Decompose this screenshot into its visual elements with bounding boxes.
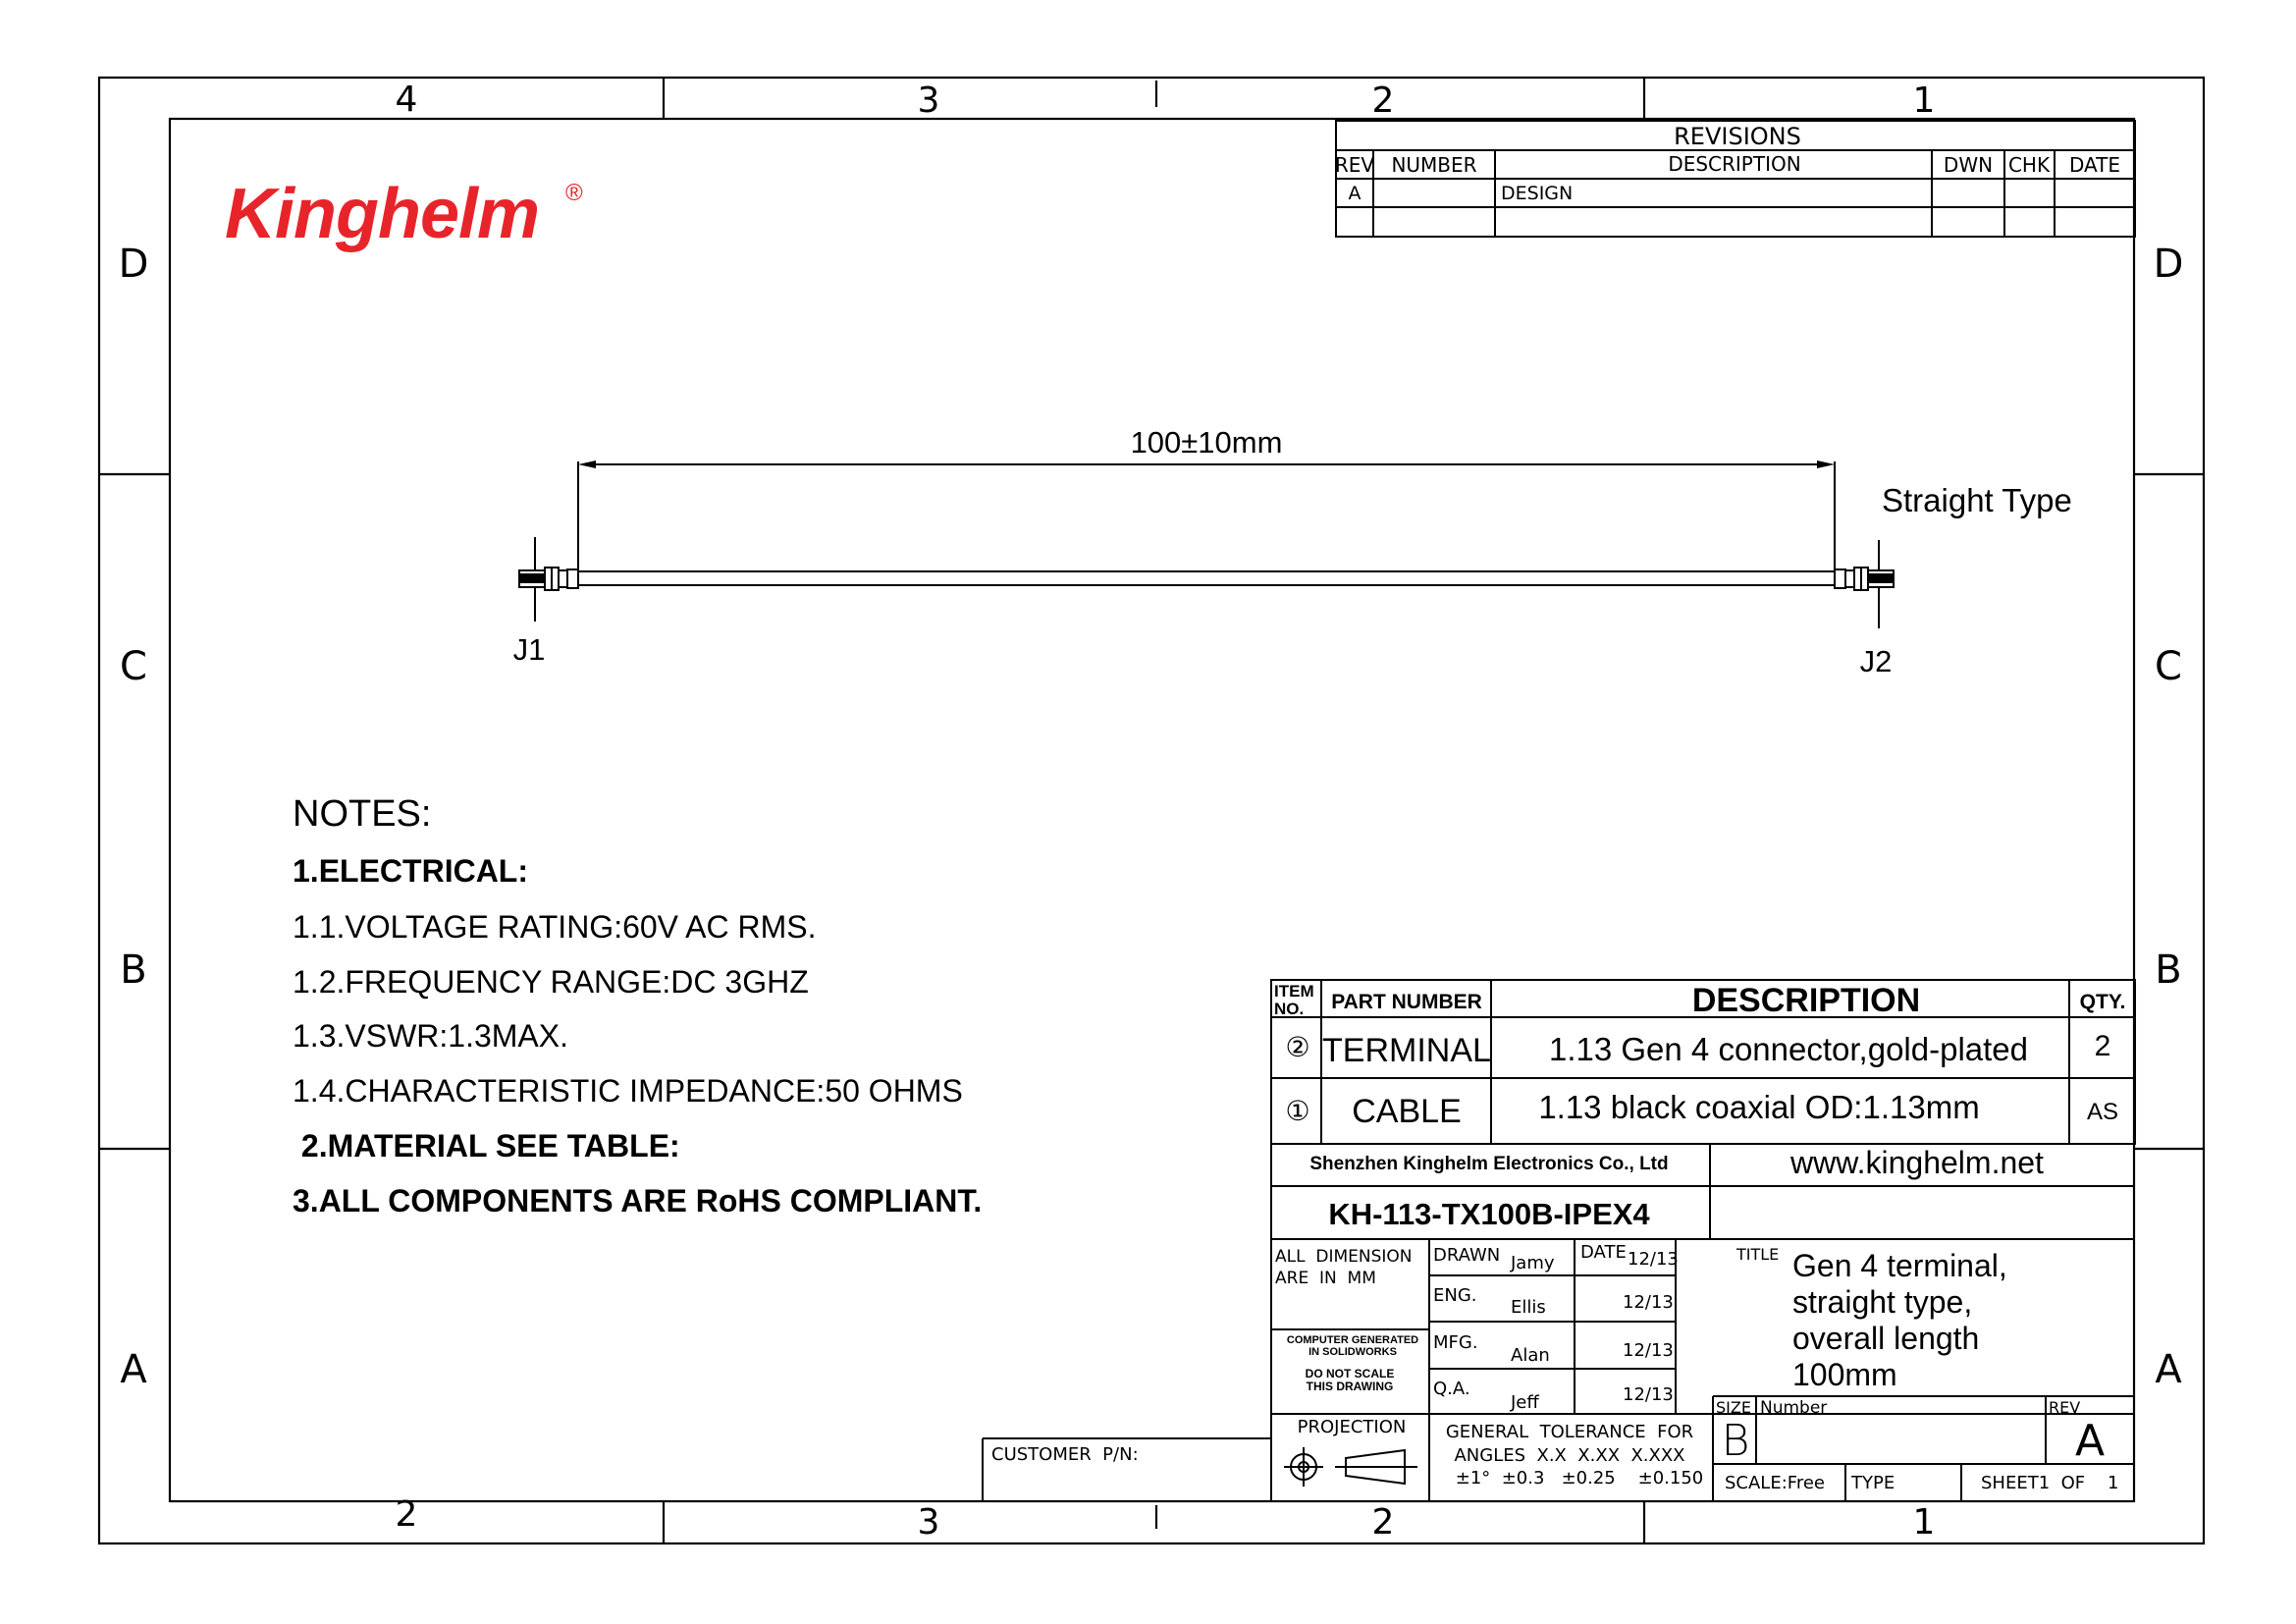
j1-connector (519, 568, 578, 590)
bom-item-number: ② (1285, 1031, 1310, 1063)
signoff-role: Q.A. (1433, 1379, 1470, 1399)
title-label: TITLE (1736, 1245, 1780, 1264)
zone-row-left-a: A (120, 1347, 147, 1392)
bom-item-number: ① (1285, 1095, 1310, 1127)
note-line: 1.1.VOLTAGE RATING:60V AC RMS. (293, 909, 817, 945)
note-line: 1.2.FREQUENCY RANGE:DC 3GHZ (293, 964, 809, 1000)
signoff-name: Jeff (1511, 1392, 1539, 1413)
size-label: SIZE (1716, 1398, 1751, 1417)
revisions-title: REVISIONS (1674, 123, 1801, 150)
computer-generated-note: COMPUTER GENERATED (1286, 1334, 1419, 1346)
bom-description: 1.13 Gen 4 connector,gold-plated (1548, 1031, 2029, 1067)
rev-header-description: DESCRIPTION (1668, 152, 1801, 176)
dimension-note: ARE IN MM (1275, 1269, 1376, 1288)
j1-label: J1 (512, 632, 546, 667)
company-name: Shenzhen Kinghelm Electronics Co., Ltd (1309, 1154, 1669, 1174)
rev-header-chk: CHK (2007, 153, 2051, 177)
zone-col-top-1: 4 (395, 80, 418, 120)
signoff-role: ENG. (1433, 1285, 1477, 1306)
bom-header-description: DESCRIPTION (1691, 982, 1921, 1019)
bom-part-number: CABLE (1352, 1093, 1462, 1130)
zone-col-top-3: 2 (1371, 81, 1395, 121)
note-line: 1.3.VSWR:1.3MAX. (293, 1018, 568, 1054)
zone-col-bottom-3: 2 (1371, 1502, 1395, 1543)
zone-row-left-b: B (120, 947, 147, 993)
zone-row-right-b: B (2155, 947, 2182, 993)
bom-part-number: TERMINAL (1322, 1032, 1491, 1069)
do-not-scale-note: THIS DRAWING (1306, 1380, 1394, 1393)
sheet-number: SHEET1 OF 1 (1981, 1473, 2119, 1493)
bom-header-item: ITEM (1274, 982, 1314, 1001)
do-not-scale-note: DO NOT SCALE (1305, 1367, 1395, 1380)
zone-row-right-c: C (2155, 644, 2182, 689)
j2-label: J2 (1859, 644, 1893, 678)
note-line: 1.4.CHARACTERISTIC IMPEDANCE:50 OHMS (293, 1073, 963, 1109)
scale-value: SCALE:Free (1725, 1473, 1825, 1493)
dimension-note: ALL DIMENSION (1275, 1247, 1413, 1267)
signoff-name: Alan (1511, 1345, 1550, 1366)
rev-header-dwn: DWN (1943, 153, 1994, 177)
rev-header-rev: REV (1334, 153, 1375, 177)
signoff-role: MFG. (1433, 1332, 1478, 1353)
rev-label: REV (2049, 1398, 2081, 1417)
bom-qty: AS (2086, 1099, 2119, 1125)
customer-pn-label: CUSTOMER P/N: (991, 1444, 1139, 1465)
zone-col-top-4: 1 (1912, 81, 1936, 121)
logo-wordmark: Kinghelm (225, 175, 540, 253)
zone-row-left-c: C (120, 644, 147, 689)
rev-header-date: DATE (2068, 153, 2121, 177)
type-label: TYPE (1851, 1473, 1896, 1493)
size-value: B (1721, 1416, 1750, 1466)
company-website: www.kinghelm.net (1790, 1145, 2044, 1180)
kinghelm-logo (225, 175, 583, 253)
zone-col-bottom-2: 3 (917, 1502, 940, 1543)
length-dimension: 100±10mm (1130, 425, 1283, 460)
tolerance-note: GENERAL TOLERANCE FOR (1445, 1422, 1694, 1442)
signoff-date: 12/13 (1628, 1249, 1679, 1270)
signoff-date: 12/13 (1623, 1340, 1674, 1361)
signoff-name: Jamy (1511, 1253, 1555, 1273)
bom-header-no: NO. (1274, 1000, 1305, 1018)
zone-row-right-d: D (2153, 242, 2184, 287)
title-line: straight type, (1792, 1284, 1973, 1320)
note-line: 2.MATERIAL SEE TABLE: (293, 1128, 680, 1164)
note-line: 1.ELECTRICAL: (293, 853, 528, 889)
bom-header-part-number: PART NUMBER (1331, 991, 1482, 1013)
projection-label: PROJECTION (1297, 1417, 1407, 1437)
j2-connector (1835, 568, 1894, 590)
signoff-date: 12/13 (1623, 1384, 1674, 1405)
signoff-name: Ellis (1511, 1297, 1546, 1318)
note-line: 3.ALL COMPONENTS ARE RoHS COMPLIANT. (293, 1183, 983, 1218)
straight-type-label: Straight Type (1882, 482, 2072, 518)
bom-header-qty: QTY. (2079, 991, 2126, 1013)
zone-col-bottom-1: 2 (395, 1494, 418, 1535)
zone-row-right-a: A (2155, 1347, 2182, 1392)
computer-generated-note: IN SOLIDWORKS (1308, 1346, 1397, 1358)
tolerance-note: ±1° ±0.3 ±0.25 ±0.150 (1455, 1468, 1704, 1489)
bom-description: 1.13 black coaxial OD:1.13mm (1538, 1089, 1980, 1125)
date-header: DATE (1580, 1242, 1627, 1263)
title-line: Gen 4 terminal, (1792, 1248, 2007, 1283)
notes-heading: NOTES: (293, 793, 432, 835)
title-line: 100mm (1792, 1357, 1897, 1392)
bom-qty: 2 (2094, 1030, 2111, 1062)
rev-header-number: NUMBER (1391, 153, 1477, 177)
rev-row-description: DESIGN (1501, 183, 1574, 204)
signoff-role: DRAWN (1433, 1245, 1501, 1266)
zone-col-top-2: 3 (917, 81, 940, 121)
drawing-number: KH-113-TX100B-IPEX4 (1328, 1197, 1650, 1231)
number-label: Number (1760, 1398, 1828, 1418)
registered-mark: ® (565, 180, 583, 206)
signoff-date: 12/13 (1623, 1292, 1674, 1313)
zone-row-left-d: D (118, 242, 149, 287)
tolerance-note: ANGLES X.X X.XX X.XXX (1454, 1445, 1685, 1466)
zone-col-bottom-4: 1 (1912, 1502, 1936, 1543)
rev-value: A (2074, 1416, 2106, 1466)
rev-row-rev: A (1348, 183, 1362, 204)
title-line: overall length (1792, 1321, 1980, 1356)
